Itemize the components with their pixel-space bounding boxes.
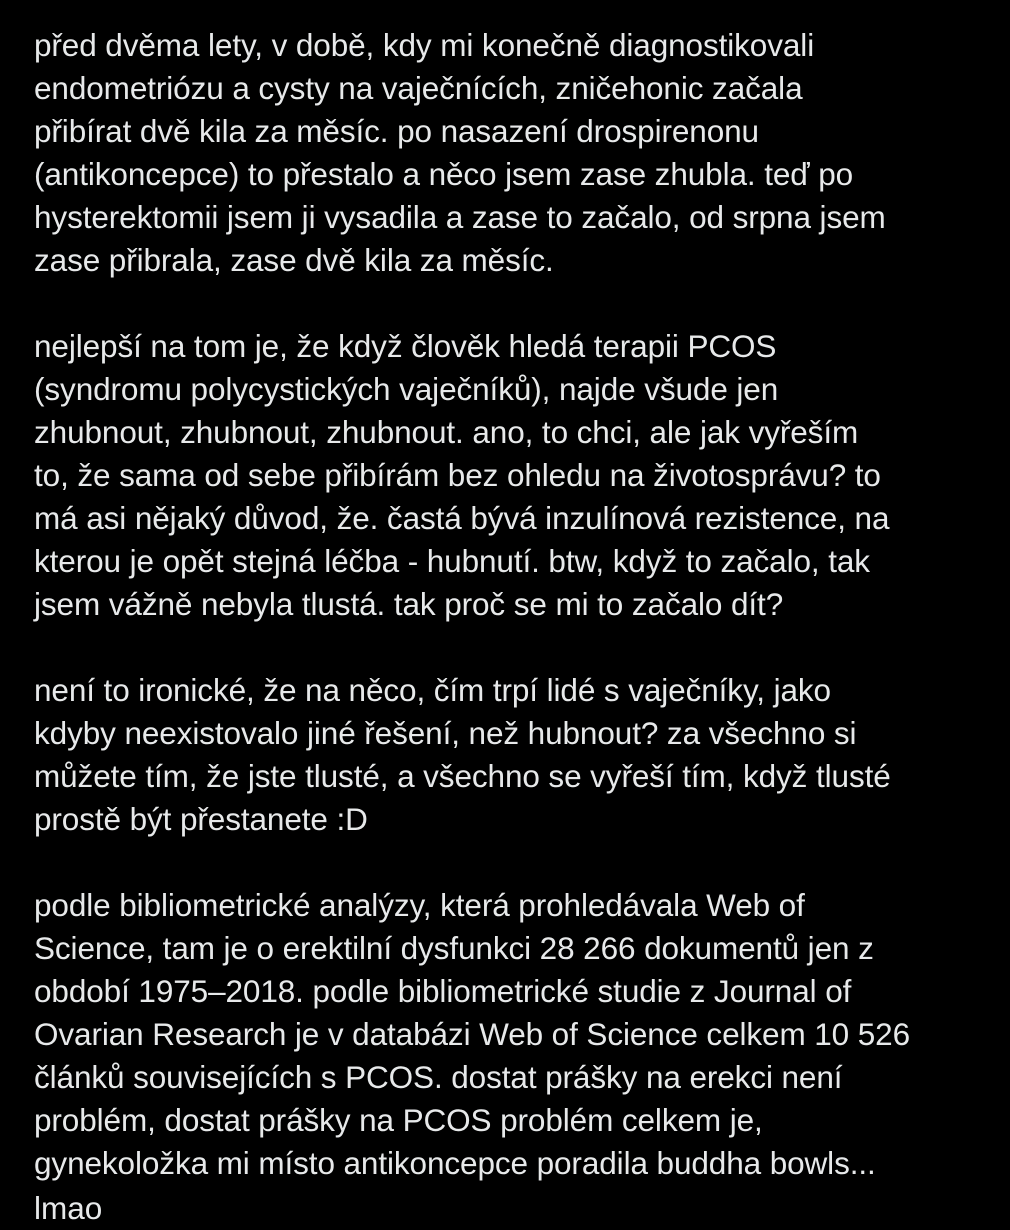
- post-line: podle bibliometrické analýzy, která prohledávala Web of: [34, 887, 805, 923]
- post-line: nejlepší na tom je, že když člověk hledá terapii PCOS: [34, 328, 777, 364]
- post-line: není to ironické, že na něco, čím trpí lidé s vaječníky, jako: [34, 672, 831, 708]
- post-line: má asi nějaký důvod, že. častá bývá inzulínová rezistence, na: [34, 500, 890, 536]
- post-line: přibírat dvě kila za měsíc. po nasazení drospirenonu: [34, 113, 759, 149]
- post-line: gynekoložka mi místo antikoncepce poradila buddha bowls...: [34, 1145, 876, 1181]
- post-paragraph-4: [34, 884, 984, 1185]
- post-line: hysterektomii jsem ji vysadila a zase to začalo, od srpna jsem: [34, 199, 886, 235]
- post-paragraph-1: [34, 24, 984, 282]
- cutoff-text-line: lmao: [34, 1190, 103, 1226]
- post-line: kterou je opět stejná léčba - hubnutí. btw, když to začalo, tak: [34, 543, 870, 579]
- post-line: Ovarian Research je v databázi Web of Science celkem 10 526: [34, 1016, 910, 1052]
- post-line: zhubnout, zhubnout, zhubnout. ano, to chci, ale jak vyřeším: [34, 414, 859, 450]
- post-line: můžete tím, že jste tlusté, a všechno se vyřeší tím, když tlusté: [34, 758, 891, 794]
- post-paragraph-3: [34, 669, 984, 841]
- post-text: [34, 24, 984, 1228]
- post-line: období 1975–2018. podle bibliometrické studie z Journal of: [34, 973, 852, 1009]
- post-line: endometriózu a cysty na vaječnících, zničehonic začala: [34, 70, 803, 106]
- post-line: to, že sama od sebe přibírám bez ohledu na životosprávu? to: [34, 457, 881, 493]
- post-line: Science, tam je o erektilní dysfunkci 28 266 dokumentů jen z: [34, 930, 874, 966]
- post-line: jsem vážně nebyla tlustá. tak proč se mi to začalo dít?: [34, 586, 784, 622]
- post-line: (syndromu polycystických vaječníků), najde všude jen: [34, 371, 779, 407]
- post-line: článků souvisejících s PCOS. dostat prášky na erekci není: [34, 1059, 843, 1095]
- post-line: kdyby neexistovalo jiné řešení, než hubnout? za všechno si: [34, 715, 857, 751]
- post-line: prostě být přestanete :D: [34, 801, 368, 837]
- post-line: před dvěma lety, v době, kdy mi konečně diagnostikovali: [34, 27, 815, 63]
- post-paragraph-2: [34, 325, 984, 626]
- post-line: zase přibrala, zase dvě kila za měsíc.: [34, 242, 554, 278]
- post-line: problém, dostat prášky na PCOS problém celkem je,: [34, 1102, 763, 1138]
- post-line: (antikoncepce) to přestalo a něco jsem zase zhubla. teď po: [34, 156, 854, 192]
